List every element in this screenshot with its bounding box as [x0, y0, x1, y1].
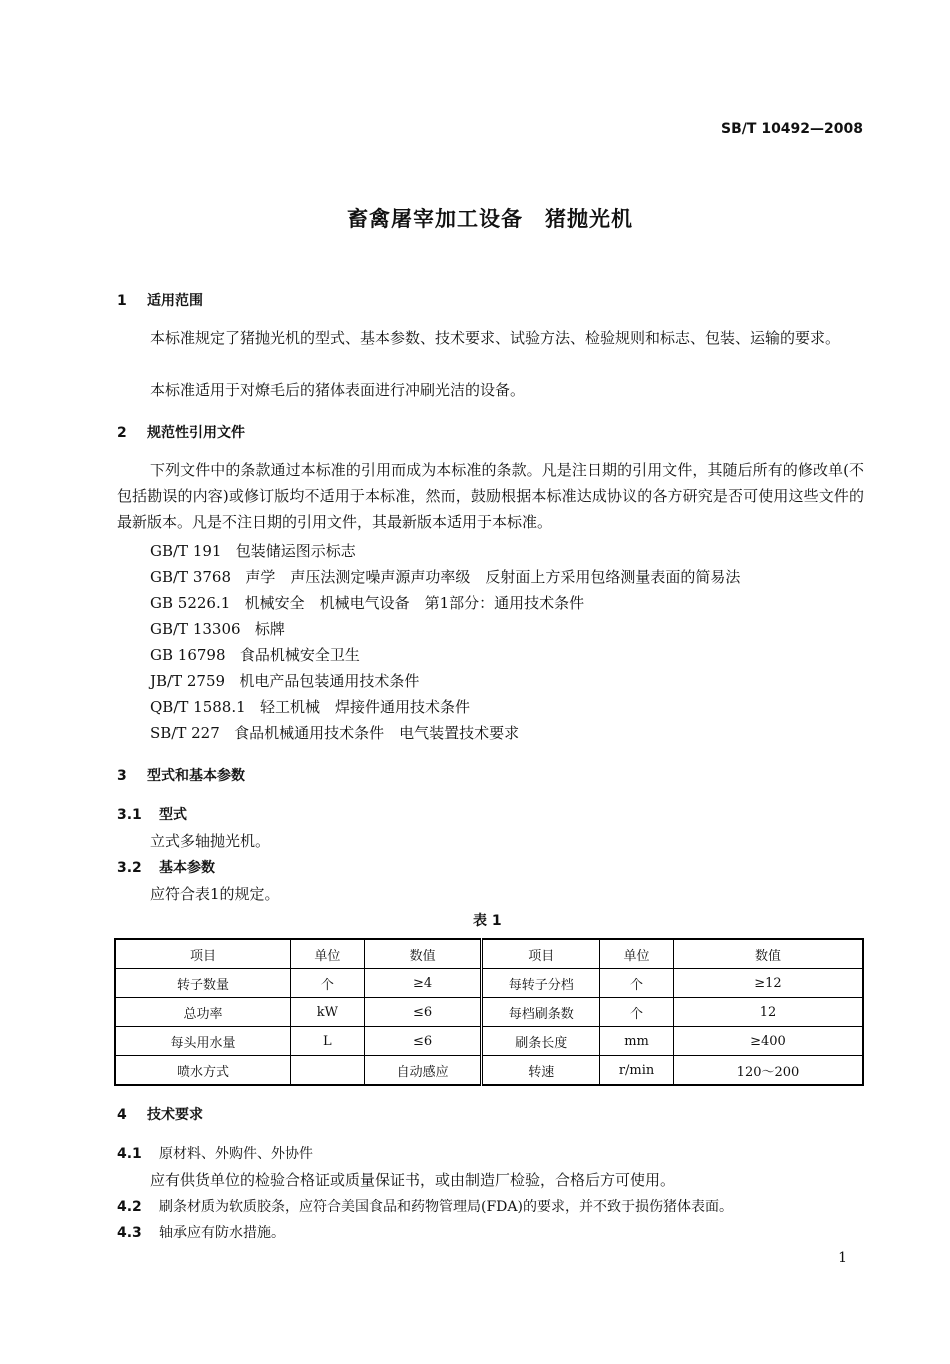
ref-title: 食品机械通用技术条件 电气装置技术要求 [234, 724, 520, 742]
reference-item [150, 696, 470, 717]
section-4-heading [117, 1104, 203, 1124]
table-cell: ≥4 [364, 969, 482, 998]
ref-title: 声学 声压法测定噪声源声功率级 反射面上方采用包络测量表面的简易法 [245, 568, 741, 586]
section-title: 原材料、外购件、外协件 [159, 1146, 313, 1162]
header-cell: 单位 [290, 939, 364, 969]
reference-item [150, 540, 356, 561]
section-1-heading [117, 290, 203, 310]
ref-title: 机电产品包装通用技术条件 [239, 672, 420, 690]
section-number: 4.1 [117, 1146, 142, 1162]
table-row [115, 1056, 863, 1086]
section-number: 1 [117, 293, 127, 309]
ref-title: 食品机械安全卫生 [239, 646, 360, 664]
section-2-heading [117, 422, 245, 442]
parameters-table [114, 938, 864, 1086]
reference-item [150, 592, 584, 613]
section-number: 3.1 [117, 807, 142, 823]
table-cell: 个 [600, 998, 674, 1027]
ref-code: GB/T 191 [150, 542, 222, 560]
table-cell: ≤6 [364, 1027, 482, 1056]
reference-item [150, 722, 519, 743]
table-header-row [115, 939, 863, 969]
section-number: 4.2 [117, 1199, 142, 1215]
section-number: 4.3 [117, 1225, 142, 1241]
paragraph: 应符合表1的规定。 [150, 885, 280, 903]
table-cell: ≥12 [673, 969, 863, 998]
table-caption: 表 1 [473, 913, 502, 929]
table-cell: 12 [673, 998, 863, 1027]
section-title: 基本参数 [159, 860, 215, 876]
section-3-heading [117, 765, 245, 785]
table-cell: 每转子分档 [482, 969, 600, 998]
document-title: 畜禽屠宰加工设备 猪抛光机 [347, 207, 633, 231]
paragraph: 应有供货单位的检验合格证或质量保证书，或由制造厂检验，合格后方可使用。 [150, 1171, 676, 1189]
table-cell: 转子数量 [115, 969, 290, 998]
table-row [115, 969, 863, 998]
table-cell: ≤6 [364, 998, 482, 1027]
page-number: 1 [838, 1250, 847, 1266]
table-cell: r/min [600, 1056, 674, 1086]
section-3-2-heading [117, 857, 215, 877]
table-cell: 120～200 [673, 1056, 863, 1086]
paragraph: 本标准适用于对燎毛后的猪体表面进行冲刷光洁的设备。 [150, 381, 526, 399]
reference-item [150, 618, 285, 639]
ref-code: GB 5226.1 [150, 594, 231, 612]
ref-code: GB 16798 [150, 646, 226, 664]
ref-title: 标牌 [254, 620, 285, 638]
paragraph: 立式多轴抛光机。 [150, 832, 271, 850]
section-number: 3.2 [117, 860, 142, 876]
section-title: 规范性引用文件 [147, 425, 245, 441]
section-number: 3 [117, 768, 127, 784]
table-row [115, 1027, 863, 1056]
table-cell: 每档刷条数 [482, 998, 600, 1027]
table-cell: 个 [290, 969, 364, 998]
section-number: 4 [117, 1107, 127, 1123]
paragraph: 下列文件中的条款通过本标准的引用而成为本标准的条款。凡是注日期的引用文件，其随后所有的修改单(不包括勘误的内容)或修订版均不适用于本标准，然而，鼓励根据本标准达成协议的各方研究是否可使用这些文件的最新版本。凡是不注日期的引用文件，其最新版本适用于本标准。 [117, 461, 864, 531]
table-cell: 个 [600, 969, 674, 998]
section-4-2-heading [117, 1196, 733, 1216]
section-4-1-heading [117, 1143, 313, 1163]
table-cell [290, 1056, 364, 1086]
table-row [115, 998, 863, 1027]
section-4-3-heading [117, 1222, 285, 1242]
table-cell: mm [600, 1027, 674, 1056]
ref-code: GB/T 13306 [150, 620, 241, 638]
header-cell: 项目 [115, 939, 290, 969]
section-text: 轴承应有防水措施。 [159, 1225, 285, 1241]
table-cell: 每头用水量 [115, 1027, 290, 1056]
header-cell: 数值 [364, 939, 482, 969]
header-cell: 数值 [673, 939, 863, 969]
section-text: 刷条材质为软质胶条，应符合美国食品和药物管理局(FDA)的要求，并不致于损伤猪体表面。 [159, 1199, 733, 1215]
table-cell: L [290, 1027, 364, 1056]
table-cell: kW [290, 998, 364, 1027]
reference-item [150, 644, 360, 665]
reference-item [150, 566, 740, 587]
section-3-1-heading [117, 804, 187, 824]
table-cell: 自动感应 [364, 1056, 482, 1086]
reference-item [150, 670, 419, 691]
table-cell: 喷水方式 [115, 1056, 290, 1086]
header-cell: 单位 [600, 939, 674, 969]
section-number: 2 [117, 425, 127, 441]
ref-title: 包装储运图示标志 [235, 542, 356, 560]
section-title: 适用范围 [147, 293, 203, 309]
ref-title: 轻工机械 焊接件通用技术条件 [259, 698, 470, 716]
table-cell: ≥400 [673, 1027, 863, 1056]
paragraph: 本标准规定了猪抛光机的型式、基本参数、技术要求、试验方法、检验规则和标志、包装、运输的要求。 [150, 329, 841, 347]
ref-code: SB/T 227 [150, 724, 220, 742]
table-cell: 刷条长度 [482, 1027, 600, 1056]
table-cell: 总功率 [115, 998, 290, 1027]
ref-title: 机械安全 机械电气设备 第1部分：通用技术条件 [244, 594, 585, 612]
section-title: 型式 [159, 807, 187, 823]
header-cell: 项目 [482, 939, 600, 969]
ref-code: QB/T 1588.1 [150, 698, 246, 716]
ref-code: JB/T 2759 [150, 672, 226, 690]
standard-code: SB/T 10492—2008 [721, 121, 863, 137]
ref-code: GB/T 3768 [150, 568, 232, 586]
section-title: 型式和基本参数 [147, 768, 245, 784]
section-title: 技术要求 [147, 1107, 203, 1123]
table-cell: 转速 [482, 1056, 600, 1086]
